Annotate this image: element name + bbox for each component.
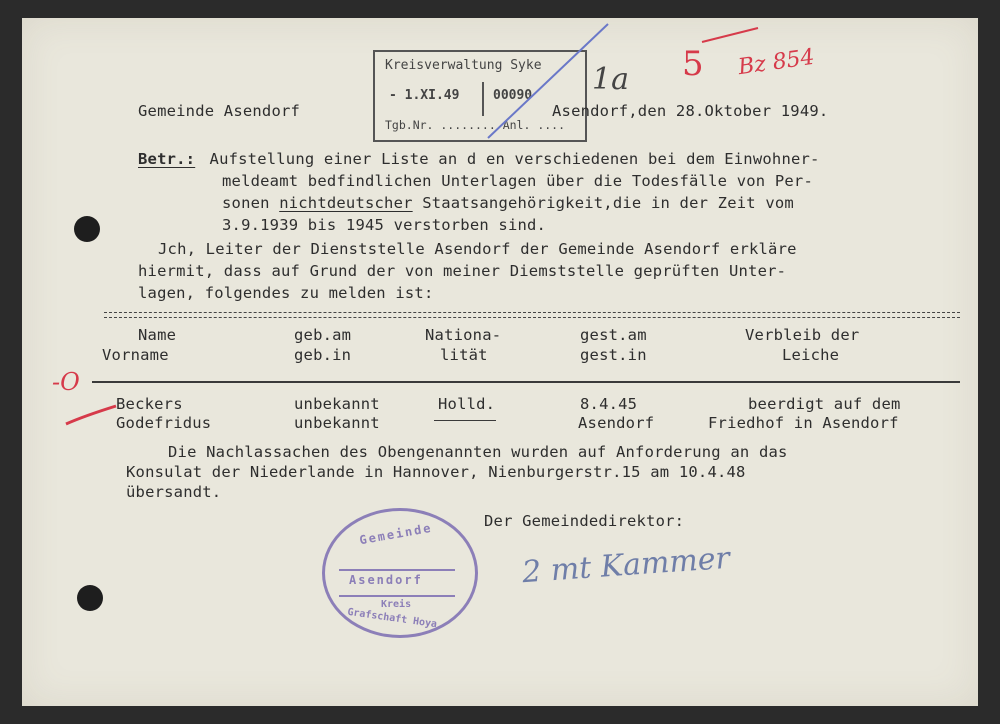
row-geb-in: unbekannt [294, 414, 380, 432]
handwritten-signature: 2 mt Kammer [521, 540, 731, 591]
header-geb-am: geb.am [294, 326, 352, 344]
header-nationalitaet-1: Nationa- [425, 326, 502, 344]
subject-line-3: sonen nichtdeutscher Staatsangehörigkeit,die in der Zeit vom [222, 194, 794, 212]
subject-label: Betr.: [138, 150, 196, 168]
hand-side-mark: -O [52, 368, 80, 396]
municipal-seal [322, 508, 478, 638]
seal-middle-text: Asendorf [349, 573, 423, 587]
table-header-rule [92, 381, 960, 383]
subject-line-4: 3.9.1939 bis 1945 verstorben sind. [222, 216, 547, 234]
double-rule-top [104, 312, 960, 318]
hand-mark-1a: 1a [592, 62, 629, 97]
subject-line-2: meldeamt bedfindlichen Unterlagen über die Todesfälle von Per- [222, 172, 813, 190]
row-geb-am: unbekannt [294, 395, 380, 413]
header-verbleib: Verbleib der [745, 326, 860, 344]
row-nationalitaet: Holld. [438, 395, 496, 413]
red-check-stroke [64, 398, 120, 430]
header-leiche: Leiche [782, 346, 840, 364]
hand-red-code: Bz 854 [736, 44, 817, 81]
body-line-3: lagen, folgendes zu melden ist: [138, 284, 434, 302]
header-gest-in: gest.in [580, 346, 647, 364]
seal-lower-text: Kreis [381, 599, 412, 610]
body-line-2: hiermit, dass auf Grund der von meiner Diemststelle geprüften Unter- [138, 262, 787, 280]
stamp-date: - 1.XI.49 [389, 88, 460, 103]
row-vorname: Godefridus [116, 414, 212, 432]
stamp-number: 00090 [493, 88, 533, 103]
header-vorname: Vorname [102, 346, 169, 364]
punch-hole-bottom [77, 585, 103, 611]
header-geb-in: geb.in [294, 346, 352, 364]
closing-line-3: übersandt. [126, 483, 222, 501]
closing-line-1: Die Nachlassachen des Obengenannten wurden auf Anforderung an das [168, 443, 788, 461]
body-line-1: Jch, Leiter der Dienststelle Asendorf der Gemeinde Asendorf erkläre [158, 240, 797, 258]
place-and-date: Asendorf,den 28.Oktober 1949. [552, 102, 829, 120]
row-gest-am: 8.4.45 [580, 395, 638, 413]
seal-top-text: Gemeinde [358, 520, 434, 548]
signature-title: Der Gemeindedirektor: [484, 512, 685, 530]
nationality-underline [434, 420, 496, 421]
stamp-journal-line: Tgb.Nr. ........ Anl. .... [385, 118, 566, 132]
punch-hole-top [74, 216, 100, 242]
header-nationalitaet-2: lität [440, 346, 488, 364]
hand-red-number: 5 [682, 44, 704, 84]
header-name: Name [138, 326, 177, 344]
underlined-nichtdeutscher: nichtdeutscher [279, 194, 413, 212]
stamp-authority: Kreisverwaltung Syke [385, 58, 542, 73]
header-gest-am: gest.am [580, 326, 647, 344]
row-verbleib-2: Friedhof in Asendorf [708, 414, 899, 432]
closing-line-2: Konsulat der Niederlande in Hannover, Nienburgerstr.15 am 10.4.48 [126, 463, 746, 481]
sender-municipality: Gemeinde Asendorf [138, 102, 301, 120]
row-verbleib-1: beerdigt auf dem [748, 395, 901, 413]
row-gest-in: Asendorf [578, 414, 655, 432]
seal-bottom-text: Grafschaft Hoya [346, 606, 438, 631]
row-name: Beckers [116, 395, 183, 413]
red-stroke [700, 26, 760, 46]
subject-line-1: Aufstellung einer Liste an d en verschiedenen bei dem Einwohner- [200, 150, 820, 168]
